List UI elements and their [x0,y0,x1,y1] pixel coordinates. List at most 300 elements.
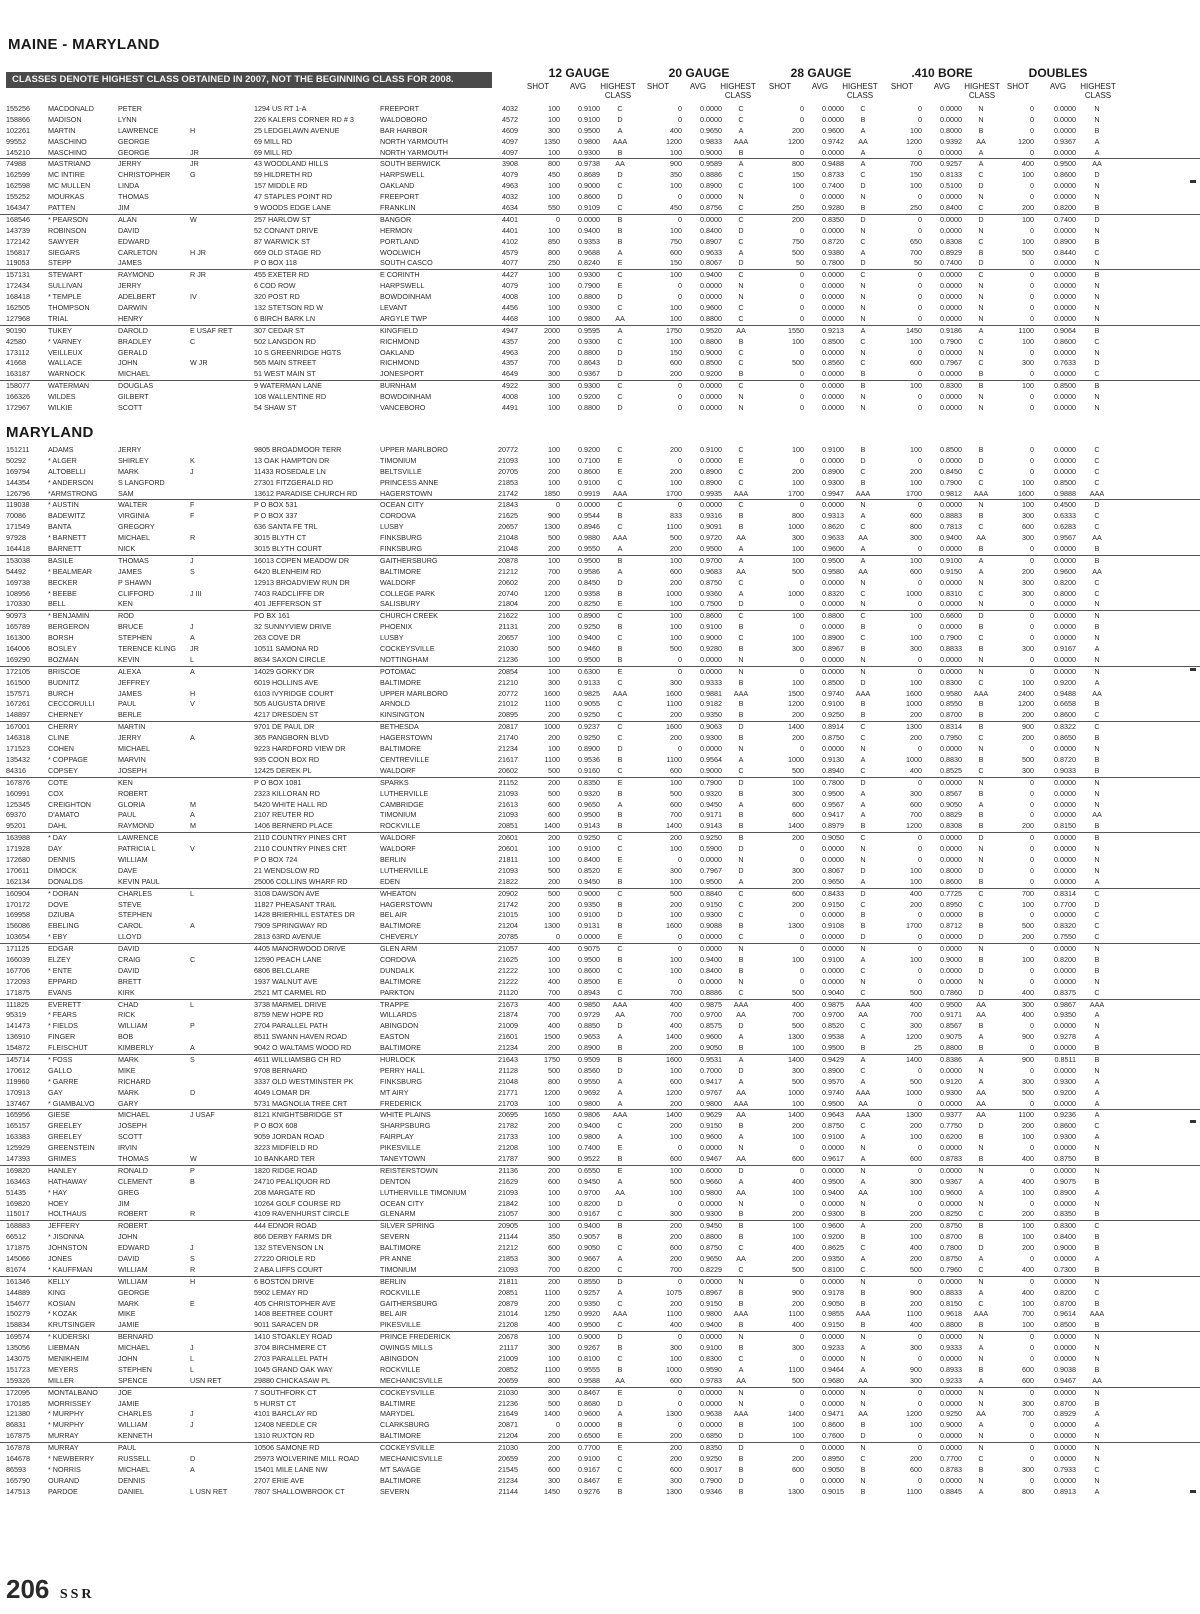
doubles-class: B [1094,125,1100,135]
g20-avg: 0.9320 [700,788,722,798]
city: FAIRPLAY [380,1132,414,1142]
first-name: KEVIN [118,654,140,664]
doubles-class: N [1094,303,1100,313]
first-name: S LANGFORD [118,477,165,487]
address: 405 CHRISTOPHER AVE [254,1298,336,1308]
doubles-avg: 0.9600 [1054,566,1076,576]
g20-avg: 0.0000 [700,1198,722,1208]
doubles-class: N [1094,976,1100,986]
g410-shot: 0 [918,114,922,124]
table-row [0,766,1200,778]
g410-class: AAA [973,1309,989,1319]
doubles-shot: 0 [1030,104,1034,113]
middle-suffix: F [190,500,195,510]
last-name: MASCHINO [48,136,87,146]
table-row [0,1232,1200,1243]
g28-avg: 0.0000 [822,1198,844,1208]
g12-avg: 0.8350 [578,777,600,787]
zip: 21601 [498,1032,518,1042]
g28-shot: 0 [800,292,804,302]
g12-shot: 200 [548,1276,560,1286]
member-id: 161346 [6,1276,30,1286]
g12-shot: 200 [548,1165,560,1175]
g410-avg: 0.0000 [940,104,962,113]
middle-suffix: J [190,622,194,632]
g28-shot: 1300 [788,1486,804,1496]
g12-class: A [617,1098,623,1108]
g12-class: D [617,192,623,202]
g410-class: C [978,733,984,743]
g28-shot: 100 [792,1043,804,1053]
g28-avg: 0.0000 [822,1276,844,1286]
address: 69 MILL RD [254,147,293,157]
city: WALDOBORO [380,114,428,124]
table-row [0,578,1200,589]
doubles-avg: 0.0000 [1054,788,1076,798]
doubles-class: A [1094,1032,1100,1042]
address: 669 OLD STAGE RD [254,247,321,257]
doubles-class: C [1094,932,1100,942]
address: 10 BANKARD TER [254,1154,315,1163]
table-row [0,1010,1200,1021]
doubles-shot: 0 [1030,788,1034,798]
g410-shot: 200 [910,899,922,909]
g20-avg: 0.9531 [700,1054,722,1064]
g20-shot: 500 [670,788,682,798]
g12-avg: 0.9450 [578,876,600,886]
g410-class: C [978,588,984,598]
g410-shot: 0 [918,965,922,975]
address: 132 STETSON RD W [254,303,324,313]
g20-class: C [738,270,744,280]
zip: 21210 [498,677,518,687]
g410-shot: 200 [910,1454,922,1464]
last-name: KELLY [48,1276,70,1286]
doubles-avg: 0.8400 [1054,1232,1076,1242]
g28-shot: 500 [792,1264,804,1274]
address: 25973 WOLVERINE MILL ROAD [254,1454,360,1464]
g12-shot: 1300 [544,522,560,532]
doubles-shot: 300 [1022,588,1034,598]
zip: 20740 [498,588,518,598]
g12-class: E [617,777,623,787]
middle-suffix: A [190,1043,195,1053]
address: 866 DERBY FARMS DR [254,1232,332,1242]
last-name: THOMPSON [48,303,90,313]
last-name: VEILLEUX [48,347,83,357]
g12-avg: 0.9000 [578,888,600,898]
first-name: DAROLD [118,325,148,335]
doubles-shot: 0 [1030,1443,1034,1453]
doubles-class: N [1094,1276,1100,1286]
g410-class: N [978,654,984,664]
doubles-shot: 300 [1022,765,1034,775]
g12-avg: 0.9167 [578,1209,600,1219]
g12-shot: 100 [548,403,560,413]
g410-class: N [978,1431,984,1441]
g12-class: E [617,1165,623,1175]
doubles-shot: 200 [1022,1209,1034,1219]
city: SALISBURY [380,599,421,609]
zip: 3908 [502,159,518,169]
g28-class: AA [858,1187,868,1197]
g20-class: B [738,1121,744,1131]
g410-shot: 100 [910,445,922,454]
g12-shot: 500 [548,788,560,798]
zip: 21208 [498,1320,518,1330]
zip: 4357 [502,358,518,368]
doubles-avg: 0.9200 [1054,1087,1076,1097]
g410-class: A [978,799,984,809]
g410-avg: 0.5100 [940,181,962,191]
g20-class: A [738,1364,744,1374]
g20-shot: 200 [670,1098,682,1108]
doubles-shot: 1100 [1018,1110,1034,1120]
g12-class: C [617,392,623,402]
g20-class: D [738,1443,744,1453]
first-name: ROBERT [118,1221,148,1231]
g410-shot: 0 [918,1165,922,1175]
g410-avg: 0.0000 [940,1443,962,1453]
g20-shot: 300 [670,677,682,687]
zip: 20601 [498,833,518,843]
g12-class: C [617,765,623,775]
g410-shot: 0 [918,455,922,465]
g410-avg: 0.9618 [940,1309,962,1319]
member-id: 155252 [6,192,30,202]
doubles-class: A [1094,677,1100,687]
g410-avg: 0.9300 [940,1087,962,1097]
g12-shot: 1100 [544,754,560,764]
city: TIMONIUM [380,1264,417,1274]
g410-class: C [978,1264,984,1274]
g28-class: C [860,722,866,732]
g20-shot: 1100 [666,1309,682,1319]
g28-class: C [860,633,866,643]
doubles-class: N [1094,1021,1100,1031]
g12-class: B [617,1364,623,1374]
g410-class: B [978,381,984,391]
middle-suffix: R JR [190,270,206,280]
g28-class: C [860,588,866,598]
g12-class: C [617,336,623,346]
g20-avg: 0.9767 [700,1087,722,1097]
g28-class: D [860,214,866,224]
address: 4611 WILLIAMSBG CH RD [254,1054,341,1064]
city: CORDOVA [380,511,416,521]
g28-shot: 600 [792,799,804,809]
zip: 4357 [502,336,518,346]
first-name: MARK [118,1298,139,1308]
table-row [0,215,1200,226]
doubles-class: N [1094,1387,1100,1397]
address: 502 LANGDON RD [254,336,316,346]
margin-mark [1190,1120,1196,1123]
zip: 21030 [498,1387,518,1397]
gauge-subheader-avg: AVG [569,82,587,91]
g410-avg: 0.7750 [940,1121,962,1131]
table-row [0,866,1200,877]
city: E CORINTH [380,270,420,280]
g12-avg: 0.8240 [578,258,600,268]
g28-class: B [860,1464,866,1474]
g410-class: B [978,699,984,709]
last-name: EDGAR [48,944,74,954]
member-id: 111825 [6,999,29,1009]
doubles-class: N [1094,1431,1100,1441]
g28-shot: 0 [800,844,804,854]
g20-avg: 0.9833 [700,136,722,146]
last-name: BASILE [48,555,74,565]
gauge-subheader-shot: SHOT [646,82,670,91]
g12-shot: 200 [548,1431,560,1441]
g20-shot: 1400 [666,821,682,831]
table-row [0,778,1200,789]
g20-shot: 600 [670,566,682,576]
g20-shot: 200 [670,466,682,476]
last-name: BELL [48,599,66,609]
doubles-class: A [1094,136,1100,146]
first-name: CRAIG [118,954,141,964]
first-name: EDWARD [118,1243,150,1253]
g28-class: C [860,466,866,476]
address: P O BOX 608 [254,1121,298,1131]
g20-class: N [738,1198,744,1208]
g20-class: A [738,247,744,257]
g12-class: E [617,1443,623,1453]
doubles-avg: 0.8900 [1054,1187,1076,1197]
first-name: CLEMENT [118,1176,153,1186]
g12-avg: 0.0000 [578,500,600,510]
member-id: 145210 [6,147,30,157]
g410-avg: 0.0000 [940,1354,962,1364]
doubles-class: N [1094,599,1100,609]
g410-shot: 0 [918,599,922,609]
doubles-shot: 600 [1022,522,1034,532]
first-name: MARTIN [118,722,146,732]
city: TIMONIUM [380,810,417,820]
g12-avg: 0.9250 [578,833,600,843]
g20-class: C [738,445,744,454]
member-id: 167706 [6,965,30,975]
g20-avg: 0.7900 [700,1475,722,1485]
city: CLARKSBURG [380,1420,430,1430]
g28-avg: 0.9947 [822,488,844,498]
address: 2704 PARALLEL PATH [254,1021,328,1031]
member-id: 54492 [6,566,26,576]
g28-shot: 1400 [788,722,804,732]
g28-avg: 0.9233 [822,1343,844,1353]
first-name: JOHN [118,358,138,368]
g12-avg: 0.9500 [578,125,600,135]
g410-class: AAA [973,488,989,498]
table-row [0,1143,1200,1154]
g12-class: C [617,1320,623,1330]
g20-shot: 100 [670,477,682,487]
doubles-shot: 0 [1030,125,1034,135]
g20-avg: 0.8900 [700,477,722,487]
g410-avg: 0.9075 [940,1032,962,1042]
g20-avg: 0.9250 [700,833,722,843]
city: GAITHERSBURG [380,1298,438,1308]
doubles-class: N [1094,788,1100,798]
g28-shot: 300 [792,1065,804,1075]
g20-shot: 200 [670,577,682,587]
doubles-class: B [1094,1154,1100,1163]
g12-avg: 0.8850 [578,1021,600,1031]
g20-avg: 0.0000 [700,455,722,465]
g12-avg: 0.9250 [578,622,600,632]
g410-shot: 1000 [906,588,922,598]
g410-avg: 0.0000 [940,281,962,291]
g20-shot: 100 [670,622,682,632]
g20-avg: 0.8900 [700,181,722,191]
address: 1428 BRIERHILL ESTATES DR [254,910,355,920]
g20-avg: 0.9600 [700,303,722,313]
first-name: MICHAEL [118,1464,150,1474]
g28-avg: 0.8900 [822,466,844,476]
first-name: HENRY [118,313,144,323]
g410-avg: 0.8833 [940,644,962,654]
g28-shot: 200 [792,214,804,224]
g20-shot: 100 [670,844,682,854]
g28-avg: 0.9500 [822,788,844,798]
gauge-subheader-shot: SHOT [526,82,550,91]
doubles-avg: 0.7933 [1054,1464,1076,1474]
middle-suffix: R [190,533,196,543]
page-number: 206 [6,1574,50,1604]
g12-class: D [617,1021,623,1031]
g12-class: B [617,954,623,964]
g28-shot: 100 [792,477,804,487]
zip: 21152 [498,777,518,787]
last-name: ALTOBELLI [48,466,86,476]
g410-avg: 0.8450 [940,466,962,476]
doubles-avg: 0.8600 [1054,336,1076,346]
g12-class: B [617,654,623,664]
doubles-avg: 0.0000 [1054,445,1076,454]
zip: 21048 [498,533,518,543]
member-id: 168883 [6,1221,30,1231]
address: 1310 RUXTON RD [254,1431,315,1441]
city: BERLIN [380,1276,406,1286]
last-name: EBELING [48,921,80,931]
g410-shot: 1700 [906,921,922,931]
address: 444 EDNOR ROAD [254,1221,317,1231]
g20-shot: 1750 [666,325,682,335]
g20-avg: 0.0000 [700,392,722,402]
city: COLLEGE PARK [380,588,435,598]
table-row [0,1399,1200,1410]
g12-shot: 100 [548,1143,560,1153]
last-name: MURRAY [48,1443,79,1453]
g12-avg: 0.8800 [578,403,600,413]
address: 12425 DEREK PL [254,765,312,775]
g28-class: A [860,1343,866,1353]
g20-avg: 0.0000 [700,1332,722,1342]
city: BEL AIR [380,910,407,920]
address: 226 KALERS CORNER RD # 3 [254,114,354,124]
g20-avg: 0.7967 [700,865,722,875]
g410-class: AA [976,1098,986,1108]
g410-avg: 0.8800 [940,1320,962,1330]
g20-shot: 900 [670,159,682,169]
g28-shot: 500 [792,358,804,368]
g28-class: B [860,203,866,213]
g410-class: A [978,1287,984,1297]
table-row [0,800,1200,811]
first-name: LAWRENCE [118,125,159,135]
maine-table [0,104,1200,414]
member-id: 161500 [6,677,30,687]
doubles-shot: 100 [1022,1298,1034,1308]
g28-shot: 600 [792,810,804,820]
g410-shot: 650 [910,236,922,246]
g410-class: N [978,1065,984,1075]
middle-suffix: W JR [190,358,208,368]
g28-shot: 0 [800,147,804,157]
g20-avg: 0.9564 [700,754,722,764]
margin-mark [1190,1490,1196,1493]
g410-shot: 100 [910,181,922,191]
doubles-class: B [1094,1364,1100,1374]
g410-avg: 0.8783 [940,1464,962,1474]
address: 11433 ROSEDALE LN [254,466,326,476]
first-name: CHARLES [118,1409,152,1419]
g12-class: A [617,1254,623,1264]
g12-shot: 100 [548,910,560,920]
doubles-avg: 0.0000 [1054,1332,1076,1342]
first-name: JOHN [118,1354,138,1364]
city: BAR HARBOR [380,125,428,135]
g410-class: C [978,336,984,346]
g410-class: B [978,810,984,820]
city: GAITHERSBURG [380,555,438,565]
address: 157 MIDDLE RD [254,181,308,191]
g20-shot: 100 [670,611,682,621]
middle-suffix: J [190,1409,194,1419]
gauge-subheader-shot: SHOT [768,82,792,91]
zip: 4468 [502,313,518,323]
g410-class: N [978,1387,984,1397]
g410-shot: 0 [918,313,922,323]
last-name: * KUDERSKI [48,1332,90,1342]
doubles-shot: 0 [1030,1354,1034,1364]
member-id: 144889 [6,1287,30,1297]
last-name: * MURPHY [48,1420,84,1430]
address: 320 POST RD [254,292,300,302]
first-name: RAYMOND [118,270,155,280]
member-id: 90973 [6,611,26,621]
g20-class: AA [736,325,746,335]
doubles-shot: 400 [1022,1010,1034,1020]
last-name: ELZEY [48,954,71,964]
g410-class: N [978,854,984,864]
table-row [0,1487,1200,1498]
doubles-avg: 0.0000 [1054,225,1076,235]
doubles-class: B [1094,733,1100,743]
g28-shot: 0 [800,1332,804,1342]
last-name: * NORRIS [48,1464,81,1474]
g28-shot: 1000 [788,1087,804,1097]
g410-avg: 0.9367 [940,1176,962,1186]
middle-suffix: E [190,1298,195,1308]
gauge-subheader-highest: HIGHEST CLASS [600,82,636,100]
g20-avg: 0.0000 [700,1398,722,1408]
g410-avg: 0.8845 [940,1486,962,1496]
g12-shot: 300 [548,677,560,687]
g28-shot: 0 [800,1276,804,1286]
